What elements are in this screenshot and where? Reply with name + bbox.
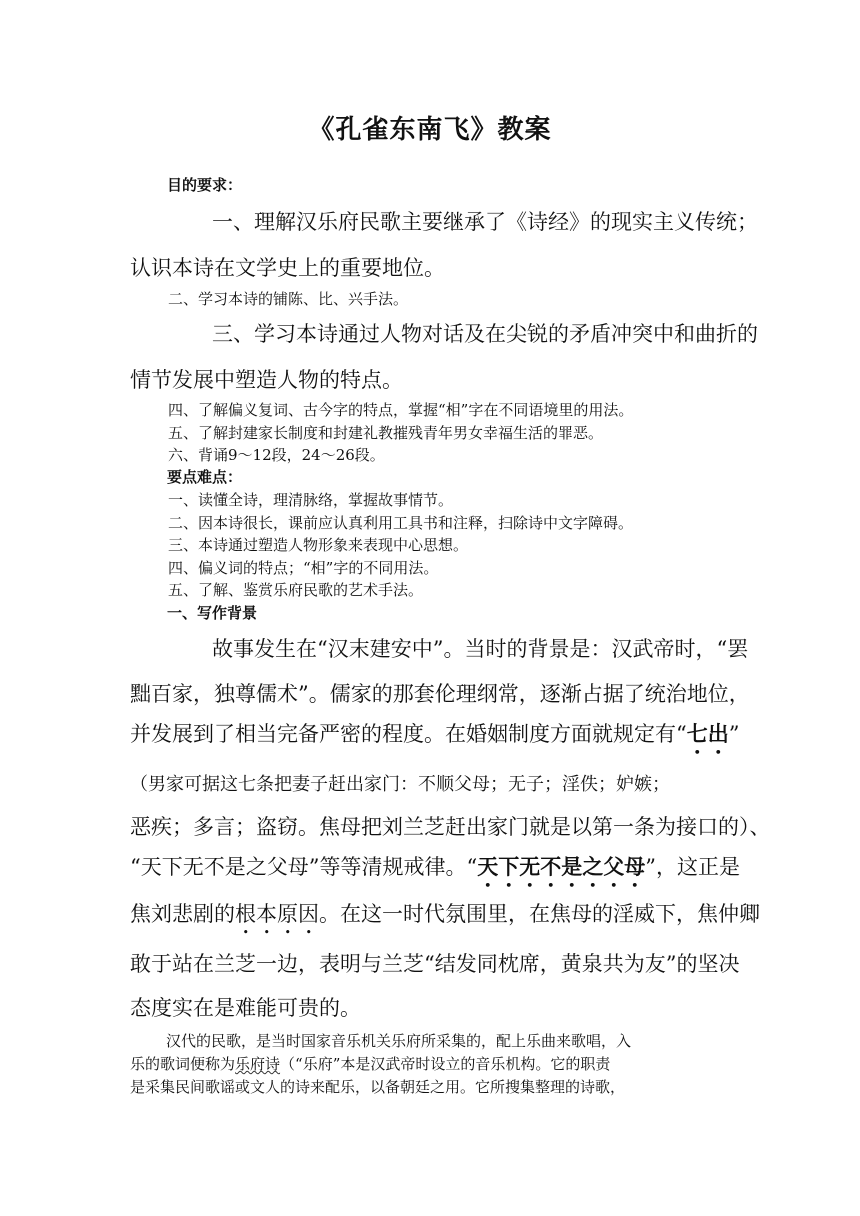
background-line-3 [130, 718, 739, 759]
yuefu-line-2-start: 乐的歌词便称为 [130, 1055, 236, 1073]
background-line-7-end: 。在这一时代氛围里，在焦母的淫威下，焦仲卿 [319, 902, 760, 926]
difficulty-5: 五、了解、鉴赏乐府民歌的艺术手法。 [168, 581, 424, 599]
yuefu-line-2 [130, 1053, 610, 1074]
seven-exits-emphasis: 七出 [686, 722, 729, 746]
objective-1-line-1: 一、理解汉乐府民歌主要继承了《诗经》的现实主义传统； [212, 210, 758, 234]
background-line-8: 敢于站在兰芝一边，表明与兰芝“结发同枕席，黄泉共为友”的坚决 [130, 952, 740, 976]
objective-2: 二、学习本诗的铺陈、比、兴手法。 [168, 290, 409, 308]
objectives-heading: 目的要求： [167, 176, 243, 194]
background-line-5: 恶疾；多言；盗窃。焦母把刘兰芝赶出家门就是以第一条为接口的）、 [130, 815, 771, 839]
background-line-6-text: “天下无不是之父母”等等清规戒律。“ [130, 855, 478, 879]
background-line-7-start: 焦刘悲剧的 [130, 902, 235, 926]
background-line-2: 黜百家，独尊儒术”。儒家的那套伦理纲常，逐渐占据了统治地位， [130, 682, 750, 706]
difficulty-1: 一、读懂全诗，理清脉络，掌握故事情节。 [168, 491, 454, 509]
objective-3-line-2: 情节发展中塑造人物的特点。 [130, 368, 403, 392]
background-line-3-end: ” [728, 722, 740, 746]
parents-never-wrong-emphasis: 天下无不是之父母 [477, 855, 646, 879]
yuefu-line-3: 是采集民间歌谣或文人的诗来配乐，以备朝廷之用。它所搜集整理的诗歌， [130, 1078, 626, 1096]
background-line-1: 故事发生在“汉末建安中”。当时的背景是：汉武帝时，“罢 [212, 637, 749, 661]
document-title: 《孔雀东南飞》教案 [308, 115, 552, 145]
background-line-9: 态度实在是难能可贵的。 [130, 996, 361, 1020]
yuefu-poetry-underlined: 乐府诗 [235, 1055, 281, 1073]
background-line-6-end: ”，这正是 [645, 855, 740, 879]
background-line-3-text: 并发展到了相当完备严密的程度。在婚姻制度方面就规定有“ [130, 722, 687, 746]
yuefu-line-1: 汉代的民歌，是当时国家音乐机关乐府所采集的，配上乐曲来歌唱，入 [166, 1032, 632, 1050]
objective-3-line-1: 三、学习本诗通过人物对话及在尖锐的矛盾冲突中和曲折的 [212, 322, 758, 346]
objective-6: 六、背诵9～12段，24～26段。 [168, 446, 385, 464]
background-line-4: （男家可据这七条把妻子赶出家门：不顺父母；无子；淫佚；妒嫉； [130, 774, 670, 795]
difficulty-3: 三、本诗通过塑造人物形象来表现中心思想。 [168, 536, 469, 554]
objective-4: 四、了解偏义复词、古今字的特点，掌握“相”字在不同语境里的用法。 [168, 401, 634, 419]
objective-1-line-2: 认识本诗在文学史上的重要地位。 [130, 256, 445, 280]
background-line-6 [130, 851, 740, 892]
root-cause-emphasis: 根本原因 [235, 902, 319, 926]
difficulties-heading: 要点难点： [167, 468, 243, 486]
objective-5: 五、了解封建家长制度和封建礼教摧残青年男女幸福生活的罪恶。 [168, 424, 604, 442]
difficulty-2: 二、因本诗很长，课前应认真利用工具书和注释，扫除诗中文字障碍。 [168, 514, 634, 532]
yuefu-line-2-end: （“乐府”本是汉武帝时设立的音乐机构。它的职责 [280, 1055, 611, 1073]
difficulty-4: 四、偏义词的特点；“相”字的不同用法。 [168, 559, 439, 577]
section-writing-background-heading: 一、写作背景 [167, 604, 258, 622]
background-line-7 [130, 898, 760, 939]
